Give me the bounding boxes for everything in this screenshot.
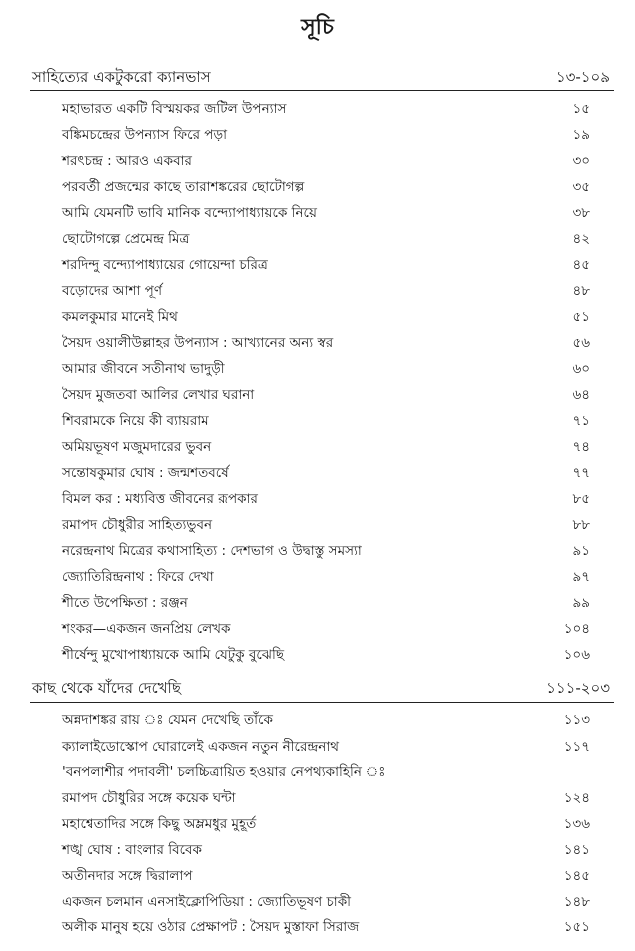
section-title: কাছ থেকে যাঁদের দেখেছি [32, 679, 181, 697]
toc-entry [62, 305, 590, 329]
entry-page: ১০৬ [563, 647, 590, 663]
toc-entry [62, 149, 590, 173]
entry-title: রমাপদ চৌধুরীর সাহিত্যভুবন [62, 517, 213, 533]
entry-title: ক্যালাইডোস্কোপ ঘোরালেই একজন নতুন নীরেন্দ্রনাথ [62, 739, 340, 755]
toc-entry [62, 539, 590, 563]
entry-page: ১৫ [572, 101, 590, 117]
toc-entry [62, 227, 590, 251]
entry-title: আমার জীবনে সতীনাথ ভাদুড়ী [62, 361, 225, 377]
entry-title: শরৎচন্দ্র : আরও একবার [62, 153, 192, 169]
toc-entry [62, 890, 590, 914]
toc-entry [62, 591, 590, 615]
entry-title: মহাশ্বেতাদির সঙ্গে কিছু অম্লমধুর মুহূর্ত [62, 816, 257, 832]
entry-page: ১৪৫ [563, 868, 590, 884]
entry-page: ৩৮ [572, 205, 590, 221]
entry-page: ৪৮ [572, 283, 590, 299]
entry-title: শঙ্খ ঘোষ : বাংলার বিবেক [62, 842, 202, 858]
entry-page: ৫১ [572, 309, 590, 325]
entry-title: সৈয়দ মুজতবা আলির লেখার ঘরানা [62, 387, 255, 403]
entry-title: সৈয়দ ওয়ালীউল্লাহর উপন্যাস : আখ্যানের অন্য স্বর [62, 335, 334, 351]
entry-page: ১১৭ [563, 739, 590, 755]
toc-entry [62, 487, 590, 511]
toc-entry [62, 331, 590, 355]
toc-entry [62, 435, 590, 459]
entry-page: ৯৭ [572, 569, 590, 585]
entry-title: শিবরামকে নিয়ে কী ব্যায়রাম [62, 413, 209, 429]
entry-title: বঙ্কিমচন্দ্রের উপন্যাস ফিরে পড়া [62, 127, 228, 143]
entry-title: নরেন্দ্রনাথ মিত্রের কথাসাহিত্য : দেশভাগ ও উদ্বাস্তু সমস্যা [62, 543, 362, 559]
entry-page: ৭১ [572, 413, 590, 429]
section-title: সাহিত্যের একটুকরো ক্যানভাস [32, 68, 211, 86]
entry-page: ৭৪ [572, 439, 590, 455]
toc-entry [62, 175, 590, 199]
toc-entry [62, 253, 590, 277]
entry-page: ৬৪ [572, 387, 590, 403]
toc-entry [62, 97, 590, 121]
entry-page: ১১৩ [563, 712, 590, 728]
entry-title: কমলকুমার মানেই মিথ [62, 309, 178, 325]
entry-page: ৯৯ [572, 595, 590, 611]
entry-page: ৬০ [572, 361, 590, 377]
entry-page: ৯১ [572, 543, 590, 559]
toc-entry [62, 735, 590, 759]
entry-title: বড়োদের আশা পূর্ণ [62, 283, 162, 299]
toc-entry [62, 643, 590, 667]
section-page-range: ১৩-১০৯ [555, 68, 610, 86]
entry-title: শীতে উপেক্ষিতা : রঞ্জন [62, 595, 188, 611]
entry-title: অলীক মানুষ হয়ে ওঠার প্রেক্ষাপট : সৈয়দ মুস্তাফা সিরাজ [62, 919, 360, 935]
toc-entry [62, 461, 590, 485]
entry-page: ১২৪ [563, 790, 590, 806]
entry-title: শীর্ষেন্দু মুখোপাধ্যায়কে আমি যেটুকু বুঝেছি [62, 647, 285, 663]
toc-entry [62, 357, 590, 381]
entry-title: শরদিন্দু বন্দ্যোপাধ্যায়ের গোয়েন্দা চরিত্র [62, 257, 268, 273]
entry-page: ৮৮ [572, 517, 590, 533]
section-heading-1 [32, 66, 610, 88]
entry-title: মহাভারত একটি বিস্ময়কর জটিল উপন্যাস [62, 101, 287, 117]
entry-page: ১৩৬ [563, 816, 590, 832]
entry-title: অতীনদার সঙ্গে দ্বিরালাপ [62, 868, 193, 884]
toc-entry [62, 383, 590, 407]
entry-page: ৪৫ [572, 257, 590, 273]
entry-title: একজন চলমান এনসাইক্লোপিডিয়া : জ্যোতিভূষণ চাকী [62, 894, 351, 910]
section-divider [30, 90, 614, 91]
entry-page: ১৪১ [563, 842, 590, 858]
entry-page: ১৯ [572, 127, 590, 143]
entry-title: বিমল কর : মধ্যবিত্ত জীবনের রূপকার [62, 491, 258, 507]
toc-subheading: 'বনপলাশীর পদাবলী' চলচ্চিত্রায়িত হওয়ার নেপথ্যকাহিনি ঃ [62, 764, 386, 780]
toc-entry [62, 201, 590, 225]
entry-title: অমিয়ভূষণ মজুমদারের ভুবন [62, 439, 212, 455]
section-heading-2 [32, 677, 610, 699]
entry-page: ৩০ [572, 153, 590, 169]
toc-entry [62, 838, 590, 862]
entry-page: ১০৪ [563, 621, 590, 637]
entry-title: অন্নদাশঙ্কর রায় ঃ যেমন দেখেছি তাঁকে [62, 712, 273, 728]
entry-title: জ্যোতিরিন্দ্রনাথ : ফিরে দেখা [62, 569, 214, 585]
toc-entry [62, 708, 590, 732]
entry-title: আমি যেমনটি ভাবি মানিক বন্দ্যোপাধ্যায়কে নিয়ে [62, 205, 317, 221]
toc-entry [62, 565, 590, 589]
entry-page: ৪২ [572, 231, 590, 247]
section-divider [30, 702, 614, 703]
entry-page: ৩৫ [572, 179, 590, 195]
entry-page: ১৪৮ [563, 894, 590, 910]
toc-entry [62, 864, 590, 888]
entry-page: ১৫১ [563, 919, 590, 935]
page-title: সূচি [301, 15, 334, 40]
entry-title: সন্তোষকুমার ঘোষ : জন্মশতবর্ষে [62, 465, 229, 481]
toc-entry [62, 915, 590, 939]
toc-entry [62, 617, 590, 641]
toc-entry [62, 786, 590, 810]
entry-page: ৮৫ [572, 491, 590, 507]
entry-title: পরবর্তী প্রজন্মের কাছে তারাশঙ্করের ছোটোগল্প [62, 179, 305, 195]
toc-entry [62, 513, 590, 537]
toc-entry [62, 409, 590, 433]
toc-entry [62, 279, 590, 303]
section-page-range: ১১১-২০৩ [546, 679, 610, 697]
entry-title: রমাপদ চৌধুরির সঙ্গে কয়েক ঘন্টা [62, 790, 236, 806]
entry-page: ৭৭ [572, 465, 590, 481]
entry-title: শংকর—একজন জনপ্রিয় লেখক [62, 621, 231, 637]
entry-page: ৫৬ [572, 335, 590, 351]
toc-entry [62, 812, 590, 836]
toc-entry [62, 123, 590, 147]
entry-title: ছোটোগল্পে প্রেমেন্দ্র মিত্র [62, 231, 190, 247]
